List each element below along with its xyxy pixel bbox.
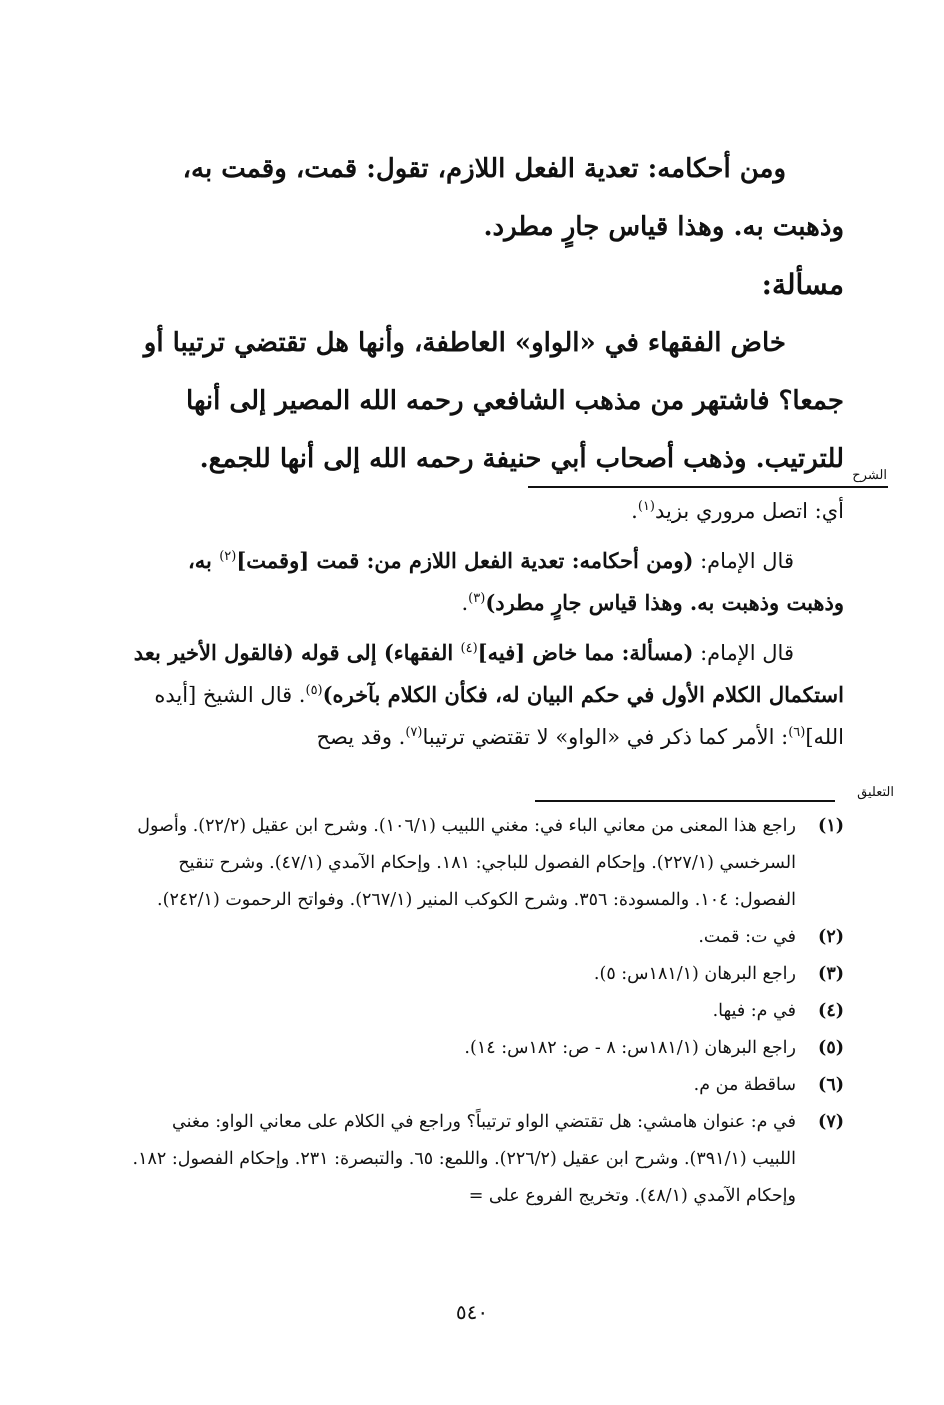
- footnote-ref-7: (٧): [405, 725, 423, 740]
- sharh-separator-line: [528, 486, 888, 488]
- footnote-ref-6: (٦): [788, 725, 806, 740]
- commentary-text: .: [461, 591, 469, 615]
- main-paragraph-1: ومن أحكامه: تعدية الفعل اللازم، تقول: قمت، وقمت به، وذهبت به. وهذا قياس جارٍ مطرد.: [182, 154, 844, 242]
- commentary-paragraph-2: [128, 540, 844, 624]
- commentary-text: قال الإمام:: [693, 641, 794, 665]
- footnote-text: في م: فيها.: [712, 1001, 796, 1021]
- footnote-text: في م: عنوان هامشي: هل تقتضي الواو ترتيباً؟ وراجع في الكلام على معاني الواو: مغني اللبيب (٣٩١/١). وشرح ابن عقيل (٢٢٦/٢). واللمع: ٦٥. والتبصرة: ٢٣١. وإحكام الفصول: ١٨٢. وإحكام الآمدي (٤٨/١). وتخريج الفروع على =: [132, 1112, 796, 1206]
- commentary-paragraph-3: [128, 632, 844, 758]
- commentary-text: . وقد يصح: [316, 725, 406, 749]
- commentary-quote: (ومن أحكامه: تعدية الفعل اللازم من: قمت [وقمت]: [236, 548, 694, 573]
- footnote-text: راجع البرهان (١٨١/١س: ٥).: [593, 964, 796, 984]
- footnote-number: (١): [818, 816, 844, 836]
- footnote-item: [128, 1104, 844, 1215]
- footnote-item: [128, 993, 844, 1030]
- commentary-text: قال الإمام:: [693, 549, 794, 573]
- footnote-text: في ت: قمت.: [698, 927, 796, 947]
- footnote-number: (٢): [818, 927, 844, 947]
- footnote-item: [128, 919, 844, 956]
- footnote-item: [128, 956, 844, 993]
- main-text: [128, 140, 844, 488]
- footnote-number: (٤): [818, 1001, 844, 1021]
- commentary-text: أي: اتصل مروري بزيد: [654, 499, 844, 523]
- footnote-text: ساقطة من م.: [693, 1075, 796, 1095]
- commentary-line-1: [128, 490, 844, 532]
- footnote-ref-3: (٣): [468, 591, 486, 606]
- section-heading: مسألة:: [761, 268, 844, 301]
- commentary-text: . قال الشيخ [أيده الله]: [154, 683, 844, 749]
- footnote-item: [128, 1067, 844, 1104]
- footnote-item: [128, 808, 844, 919]
- taliq-label: التعليق: [857, 785, 894, 800]
- sharh-label: الشرح: [852, 468, 887, 483]
- footnote-text: راجع البرهان (١٨١/١س: ٨ - ص: ١٨٢س: ١٤).: [464, 1038, 796, 1058]
- footnote-ref-1: (١): [637, 499, 655, 514]
- commentary-text: : الأمر كما ذكر في «الواو» لا تقتضي ترتيبا: [422, 725, 789, 749]
- footnote-ref-4: (٤): [460, 641, 478, 656]
- footnote-number: (٥): [818, 1038, 844, 1058]
- footnote-number: (٦): [818, 1075, 844, 1095]
- page-number: ٥٤٠: [455, 1300, 489, 1324]
- footnote-number: (٧): [818, 1112, 844, 1132]
- taliq-separator-line: [535, 800, 835, 802]
- footnote-ref-5: (٥): [305, 683, 323, 698]
- commentary-quote: الفقهاء) إلى قوله (فالقول الأخير بعد استكمال الكلام الأول في حكم البيان له، فكأن الكلام بآخره): [133, 640, 844, 707]
- footnotes: [128, 808, 844, 1215]
- footnote-number: (٣): [818, 964, 844, 984]
- commentary-quote: به، وذهبت وذهبت به. وهذا قياس جارٍ مطرد): [188, 548, 844, 615]
- commentary-text: .: [631, 499, 638, 523]
- footnote-item: [128, 1030, 844, 1067]
- main-paragraph-2: خاض الفقهاء في «الواو» العاطفة، وأنها هل تقتضي ترتيبا أو جمعا؟ فاشتهر من مذهب الشافعي رحمه الله المصير إلى أنها للترتيب. وذهب أصحاب أبي حنيفة رحمه الله إلى أنها للجمع.: [143, 328, 844, 474]
- commentary-quote: (مسألة: مما خاض [فيه]: [477, 640, 694, 665]
- commentary: [128, 490, 844, 758]
- footnote-ref-2: (٢): [219, 549, 237, 564]
- footnote-text: راجع هذا المعنى من معاني الباء في: مغني اللبيب (١٠٦/١). وشرح ابن عقيل (٢٢/٢). وأصول السرخسي (٢٢٧/١). وإحكام الفصول للباجي: ١٨١. وإحكام الآمدي (٤٧/١). وشرح تنقيح الفصول: ١٠٤. والمسودة: ٣٥٦. وشرح الكوكب المنير (٢٦٧/١). وفواتح الرحموت (٢٤٢/١).: [137, 816, 796, 910]
